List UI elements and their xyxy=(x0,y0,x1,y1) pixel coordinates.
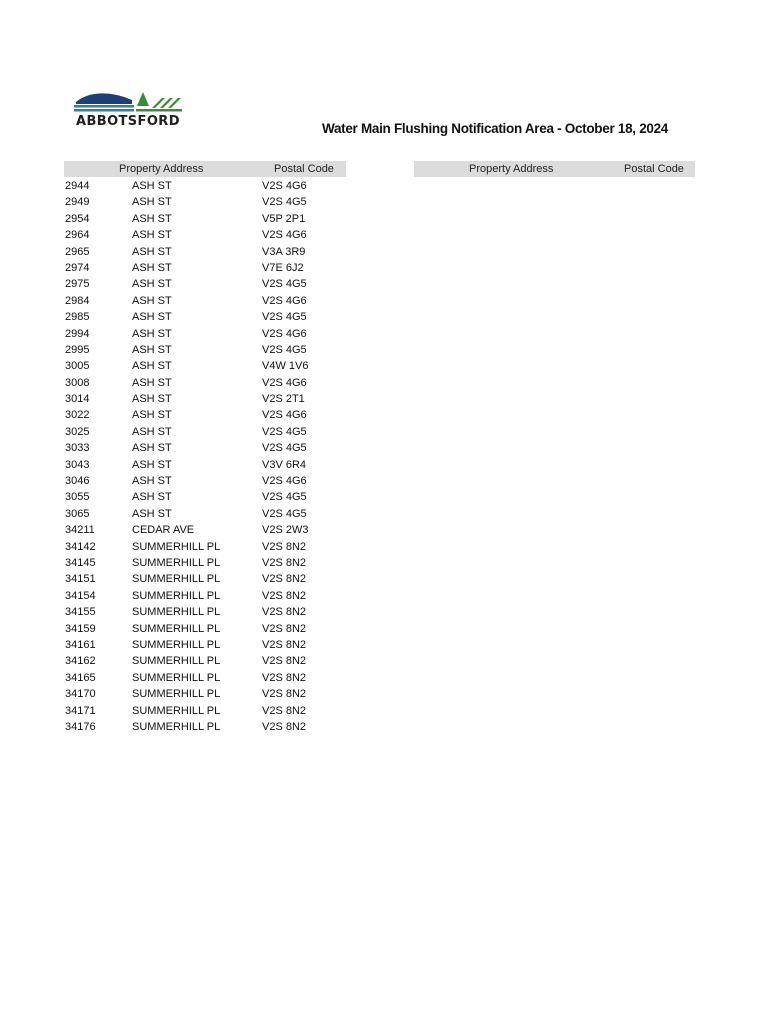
street-name-cell: ASH ST xyxy=(132,196,172,209)
postal-code-cell: V2S 8N2 xyxy=(262,540,307,553)
street-name-cell: SUMMERHILL PL xyxy=(132,688,221,701)
street-name-cell: ASH ST xyxy=(132,507,172,520)
street-name-cell: SUMMERHILL PL xyxy=(132,622,221,635)
street-name-cell: SUMMERHILL PL xyxy=(132,540,221,553)
logo-mark-icon xyxy=(74,88,186,116)
table-row xyxy=(64,194,354,210)
table-row xyxy=(64,244,354,260)
postal-code-cell: V2S 4G5 xyxy=(262,343,307,356)
house-number-cell: 34171 xyxy=(65,704,96,717)
house-number-cell: 2984 xyxy=(65,294,90,307)
house-number-cell: 34170 xyxy=(65,688,96,701)
house-number-cell: 3033 xyxy=(65,442,90,455)
street-name-cell: SUMMERHILL PL xyxy=(132,638,221,651)
postal-code-cell: V2S 8N2 xyxy=(262,606,307,619)
table-row xyxy=(64,227,354,243)
table-row xyxy=(64,604,354,620)
table-row xyxy=(64,391,354,407)
table-row xyxy=(64,719,354,735)
street-name-cell: ASH ST xyxy=(132,360,172,373)
house-number-cell: 2974 xyxy=(65,261,90,274)
house-number-cell: 34162 xyxy=(65,655,96,668)
postal-code-cell: V2S 4G6 xyxy=(262,294,307,307)
house-number-cell: 3043 xyxy=(65,458,90,471)
street-name-cell: ASH ST xyxy=(132,180,172,192)
street-name-cell: ASH ST xyxy=(132,229,172,242)
house-number-cell: 3022 xyxy=(65,409,90,422)
table-header-left xyxy=(64,161,346,177)
house-number-cell: 2954 xyxy=(65,212,90,225)
house-number-cell: 2985 xyxy=(65,311,90,324)
house-number-cell: 2994 xyxy=(65,327,90,340)
postal-code-cell: V2S 8N2 xyxy=(262,655,307,668)
street-name-cell: ASH ST xyxy=(132,327,172,340)
street-name-cell: ASH ST xyxy=(132,409,172,422)
table-row xyxy=(64,309,354,325)
table-row xyxy=(64,260,354,276)
postal-code-cell: V2S 8N2 xyxy=(262,720,307,733)
street-name-cell: ASH ST xyxy=(132,393,172,406)
table-row xyxy=(64,506,354,522)
postal-code-cell: V2S 8N2 xyxy=(262,688,307,701)
postal-code-cell: V3V 6R4 xyxy=(262,458,307,471)
postal-code-cell: V2S 8N2 xyxy=(262,589,307,602)
house-number-cell: 34176 xyxy=(65,720,96,733)
table-row xyxy=(64,440,354,456)
postal-code-cell: V2S 8N2 xyxy=(262,638,307,651)
street-name-cell: ASH ST xyxy=(132,458,172,471)
street-name-cell: ASH ST xyxy=(132,278,172,291)
street-name-cell: ASH ST xyxy=(132,475,172,488)
house-number-cell: 34145 xyxy=(65,556,96,569)
house-number-cell: 2975 xyxy=(65,278,90,291)
table-row xyxy=(64,407,354,423)
table-row xyxy=(64,555,354,571)
house-number-cell: 2949 xyxy=(65,196,90,209)
table-row xyxy=(64,653,354,669)
table-row xyxy=(64,457,354,473)
postal-code-cell: V2S 4G5 xyxy=(262,278,307,291)
street-name-cell: SUMMERHILL PL xyxy=(132,606,221,619)
table-row xyxy=(64,276,354,292)
table-row xyxy=(64,539,354,555)
table-row xyxy=(64,424,354,440)
column-header-address: Property Address xyxy=(119,163,204,175)
postal-code-cell: V4W 1V6 xyxy=(262,360,309,373)
table-row xyxy=(64,342,354,358)
postal-code-cell: V2S 4G5 xyxy=(262,196,307,209)
postal-code-cell: V7E 6J2 xyxy=(262,261,304,274)
house-number-cell: 34161 xyxy=(65,638,96,651)
table-row xyxy=(64,489,354,505)
street-name-cell: ASH ST xyxy=(132,425,172,438)
postal-code-cell: V2S 4G5 xyxy=(262,442,307,455)
column-header-address-right: Property Address xyxy=(469,163,554,175)
postal-code-cell: V2S 4G5 xyxy=(262,507,307,520)
table-row xyxy=(64,588,354,604)
postal-code-cell: V2S 2T1 xyxy=(262,393,305,406)
postal-code-cell: V5P 2P1 xyxy=(262,212,306,225)
house-number-cell: 3025 xyxy=(65,425,90,438)
house-number-cell: 34211 xyxy=(65,524,95,537)
table-row xyxy=(64,686,354,702)
street-name-cell: ASH ST xyxy=(132,245,172,258)
address-table xyxy=(64,178,354,735)
postal-code-cell: V2S 4G6 xyxy=(262,376,307,389)
table-row xyxy=(64,703,354,719)
table-row xyxy=(64,293,354,309)
street-name-cell: ASH ST xyxy=(132,212,172,225)
street-name-cell: ASH ST xyxy=(132,376,172,389)
house-number-cell: 3055 xyxy=(65,491,90,504)
postal-code-cell: V2S 4G6 xyxy=(262,229,307,242)
postal-code-cell: V2S 4G5 xyxy=(262,425,307,438)
table-row xyxy=(64,522,354,538)
postal-code-cell: V2S 2W3 xyxy=(262,524,309,537)
street-name-cell: ASH ST xyxy=(132,343,172,356)
house-number-cell: 34155 xyxy=(65,606,96,619)
house-number-cell: 3014 xyxy=(65,393,90,406)
table-row xyxy=(64,637,354,653)
postal-code-cell: V2S 4G6 xyxy=(262,180,307,192)
column-header-postal-right: Postal Code xyxy=(624,163,684,175)
table-row xyxy=(64,621,354,637)
page-title: Water Main Flushing Notification Area - October 18, 2024 xyxy=(322,121,669,136)
postal-code-cell: V2S 4G6 xyxy=(262,475,307,488)
street-name-cell: SUMMERHILL PL xyxy=(132,671,221,684)
street-name-cell: SUMMERHILL PL xyxy=(132,655,221,668)
table-row xyxy=(64,571,354,587)
street-name-cell: ASH ST xyxy=(132,311,172,324)
house-number-cell: 2964 xyxy=(65,229,90,242)
house-number-cell: 3046 xyxy=(65,475,90,488)
house-number-cell: 2995 xyxy=(65,343,90,356)
postal-code-cell: V2S 8N2 xyxy=(262,704,307,717)
house-number-cell: 3005 xyxy=(65,360,90,373)
table-row xyxy=(64,358,354,374)
table-header-right xyxy=(414,161,695,177)
house-number-cell: 34154 xyxy=(65,589,96,602)
street-name-cell: ASH ST xyxy=(132,491,172,504)
table-row xyxy=(64,670,354,686)
table-row xyxy=(64,326,354,342)
table-row xyxy=(64,473,354,489)
table-row xyxy=(64,178,354,194)
postal-code-cell: V2S 4G6 xyxy=(262,327,307,340)
postal-code-cell: V2S 4G5 xyxy=(262,311,307,324)
street-name-cell: ASH ST xyxy=(132,442,172,455)
house-number-cell: 34142 xyxy=(65,540,96,553)
street-name-cell: SUMMERHILL PL xyxy=(132,556,221,569)
street-name-cell: ASH ST xyxy=(132,261,172,274)
postal-code-cell: V2S 4G6 xyxy=(262,409,307,422)
street-name-cell: SUMMERHILL PL xyxy=(132,573,221,586)
postal-code-cell: V2S 8N2 xyxy=(262,573,307,586)
postal-code-cell: V2S 8N2 xyxy=(262,671,307,684)
house-number-cell: 34159 xyxy=(65,622,96,635)
table-row xyxy=(64,375,354,391)
postal-code-cell: V2S 4G5 xyxy=(262,491,307,504)
street-name-cell: SUMMERHILL PL xyxy=(132,704,221,717)
street-name-cell: SUMMERHILL PL xyxy=(132,589,221,602)
table-row xyxy=(64,211,354,227)
house-number-cell: 2944 xyxy=(65,180,90,192)
house-number-cell: 2965 xyxy=(65,245,90,258)
logo-wordmark: ABBOTSFORD xyxy=(76,114,180,129)
abbotsford-logo xyxy=(74,88,186,132)
postal-code-cell: V2S 8N2 xyxy=(262,622,307,635)
street-name-cell: ASH ST xyxy=(132,294,172,307)
house-number-cell: 34151 xyxy=(65,573,96,586)
street-name-cell: CEDAR AVE xyxy=(132,524,195,537)
postal-code-cell: V2S 8N2 xyxy=(262,556,307,569)
street-name-cell: SUMMERHILL PL xyxy=(132,720,221,733)
postal-code-cell: V3A 3R9 xyxy=(262,245,306,258)
column-header-postal: Postal Code xyxy=(274,163,334,175)
house-number-cell: 3065 xyxy=(65,507,90,520)
house-number-cell: 3008 xyxy=(65,376,90,389)
house-number-cell: 34165 xyxy=(65,671,96,684)
